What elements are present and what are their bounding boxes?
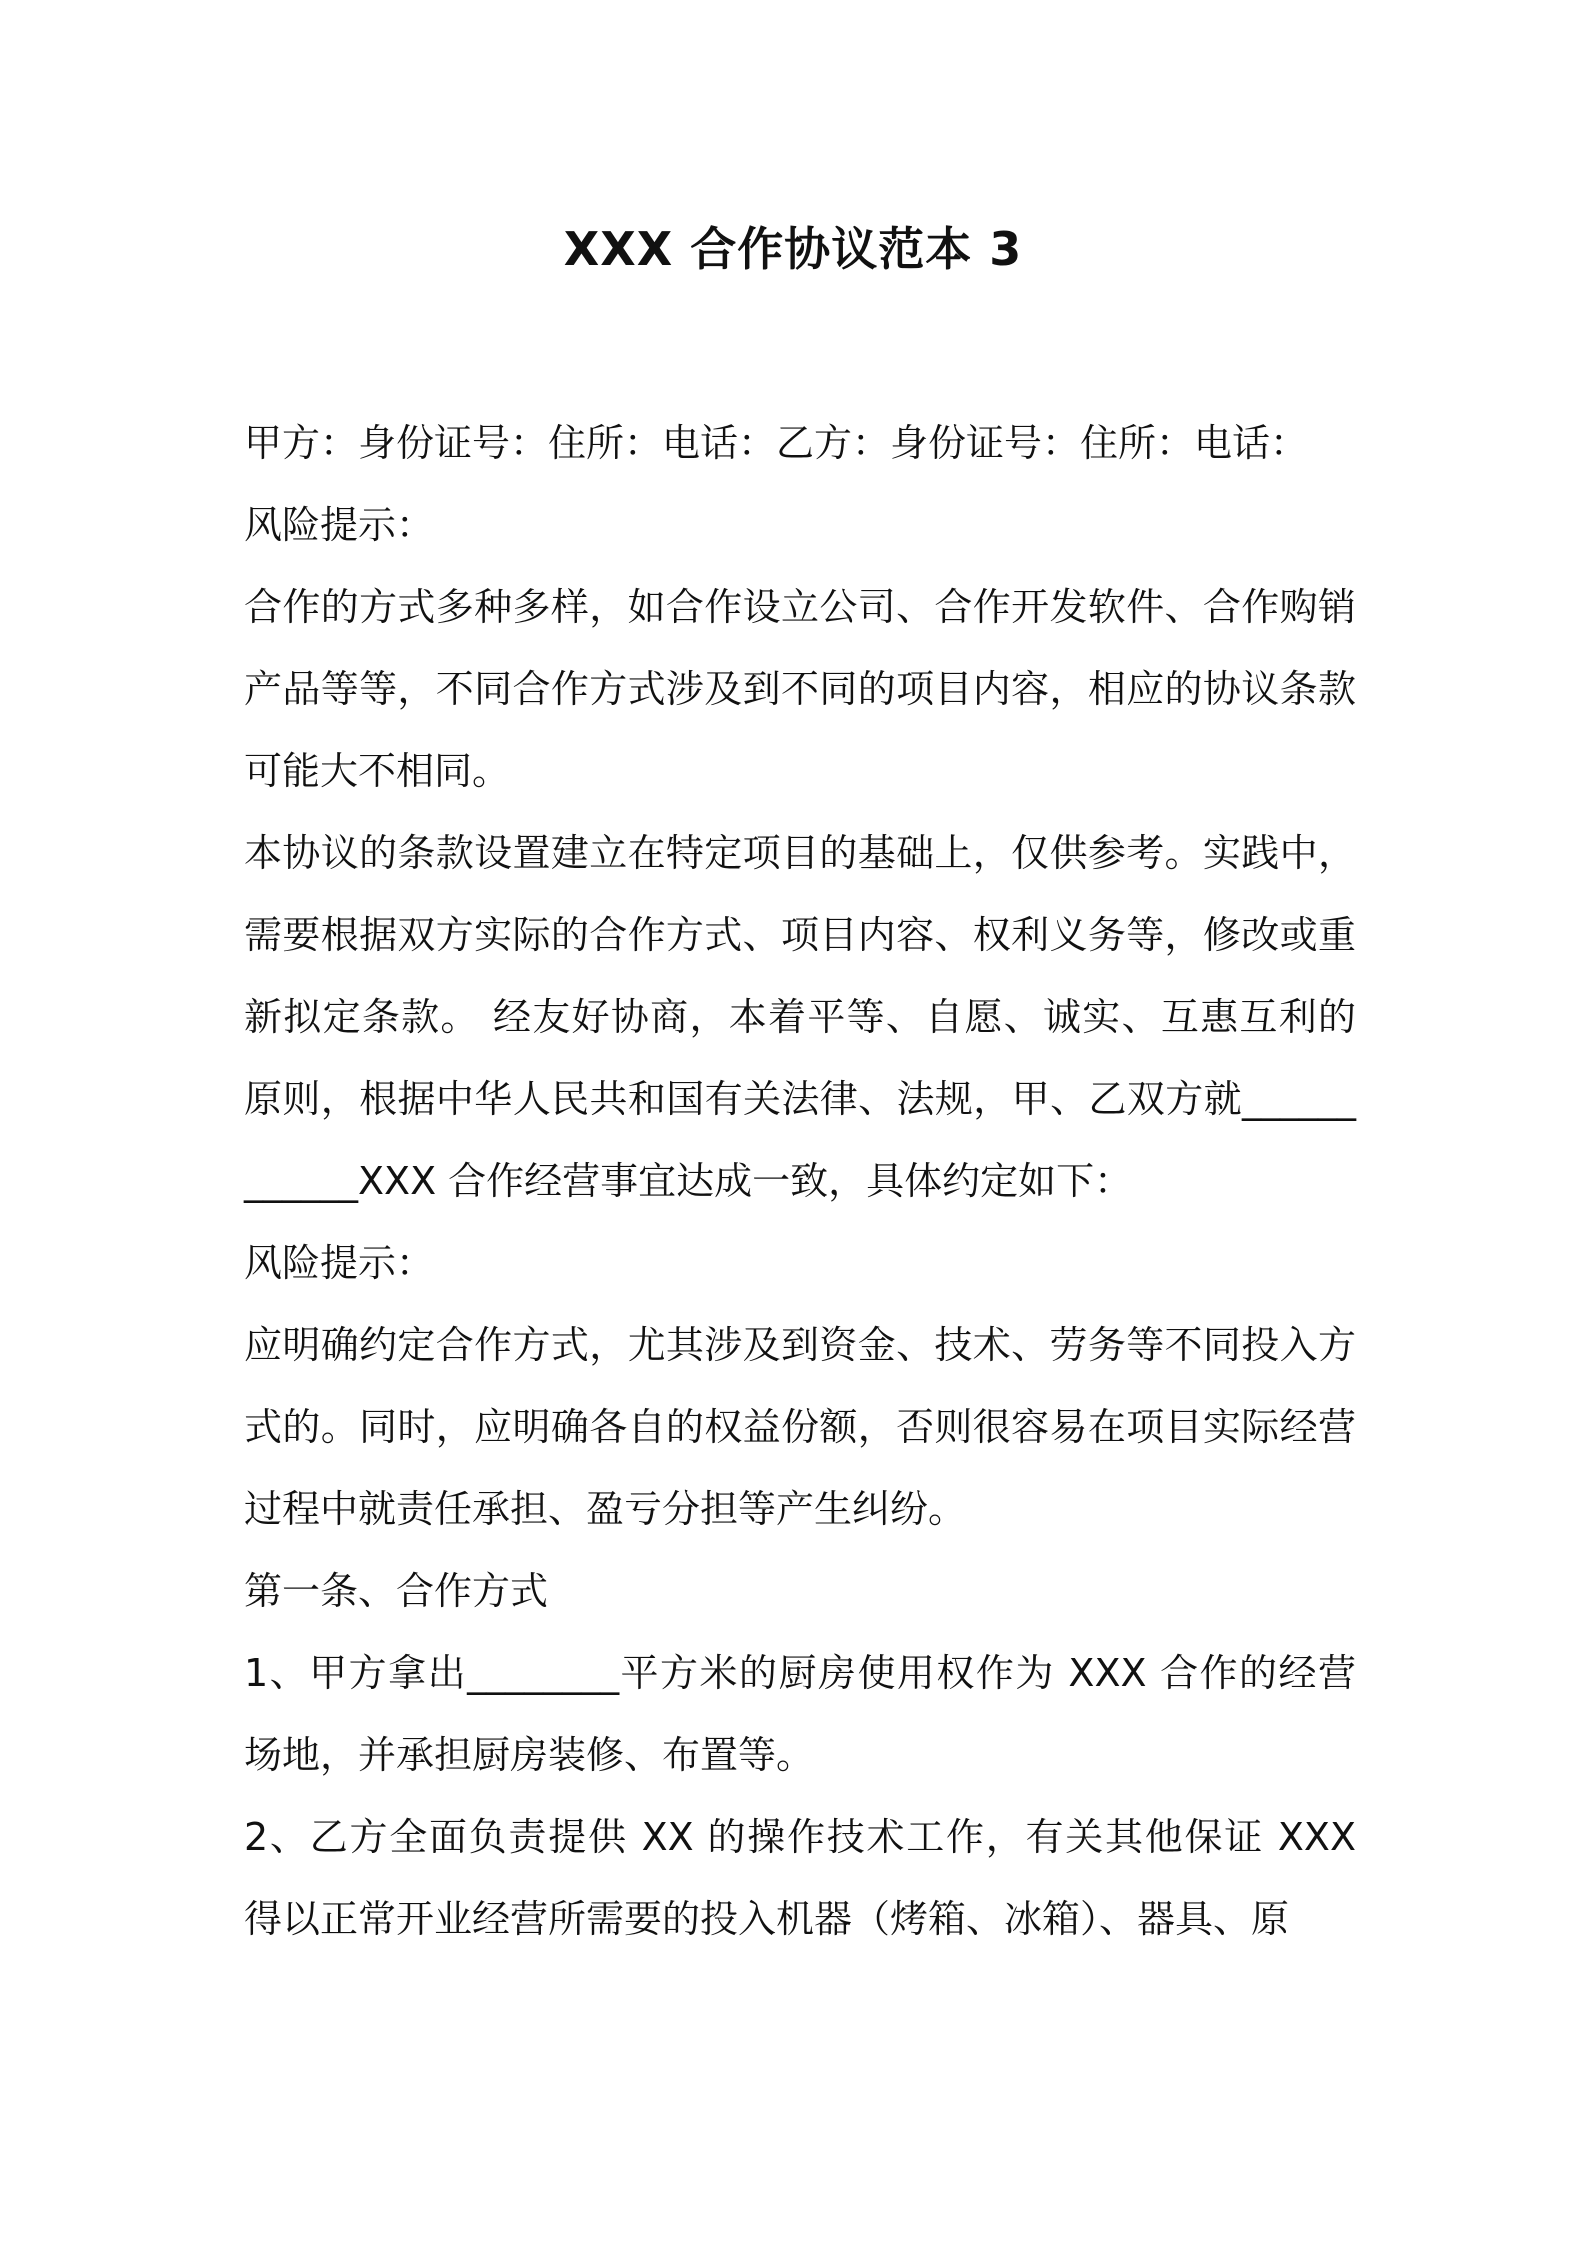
article-heading: 第一条、合作方式 bbox=[244, 1569, 549, 1613]
clause-paragraph: 2、乙方全面负责提供 XX 的操作技术工作，有关其他保证 XXX 得以正常开业经营所需要的投入机器（烤箱、冰箱）、器具、原 bbox=[244, 1815, 1356, 1941]
document-body bbox=[244, 402, 1356, 1960]
body-paragraph: 本协议的条款设置建立在特定项目的基础上，仅供参考。实践中，需要根据双方实际的合作方式、项目内容、权利义务等，修改或重新拟定条款。 经友好协商，本着平等、自愿、诚实、互惠互利的原则，根据中华人民共和国有关法律、法规，甲、乙双方就____________XXX 合作经营事宜达成一致，具体约定如下： bbox=[244, 831, 1356, 1203]
body-paragraph: 合作的方式多种多样，如合作设立公司、合作开发软件、合作购销产品等等，不同合作方式涉及到不同的项目内容，相应的协议条款可能大不相同。 bbox=[244, 585, 1356, 793]
party-info-paragraph: 甲方：身份证号：住所：电话：乙方：身份证号：住所：电话： bbox=[244, 421, 1309, 465]
clause-paragraph: 1、甲方拿出________平方米的厨房使用权作为 XXX 合作的经营场地，并承担厨房装修、布置等。 bbox=[244, 1651, 1356, 1777]
risk-notice-heading: 风险提示： bbox=[244, 503, 435, 547]
body-paragraph: 应明确约定合作方式，尤其涉及到资金、技术、劳务等不同投入方式的。同时，应明确各自的权益份额，否则很容易在项目实际经营过程中就责任承担、盈亏分担等产生纠纷。 bbox=[244, 1323, 1356, 1531]
risk-notice-heading: 风险提示： bbox=[244, 1241, 435, 1285]
document-title: XXX 合作协议范本 3 bbox=[563, 222, 1023, 276]
